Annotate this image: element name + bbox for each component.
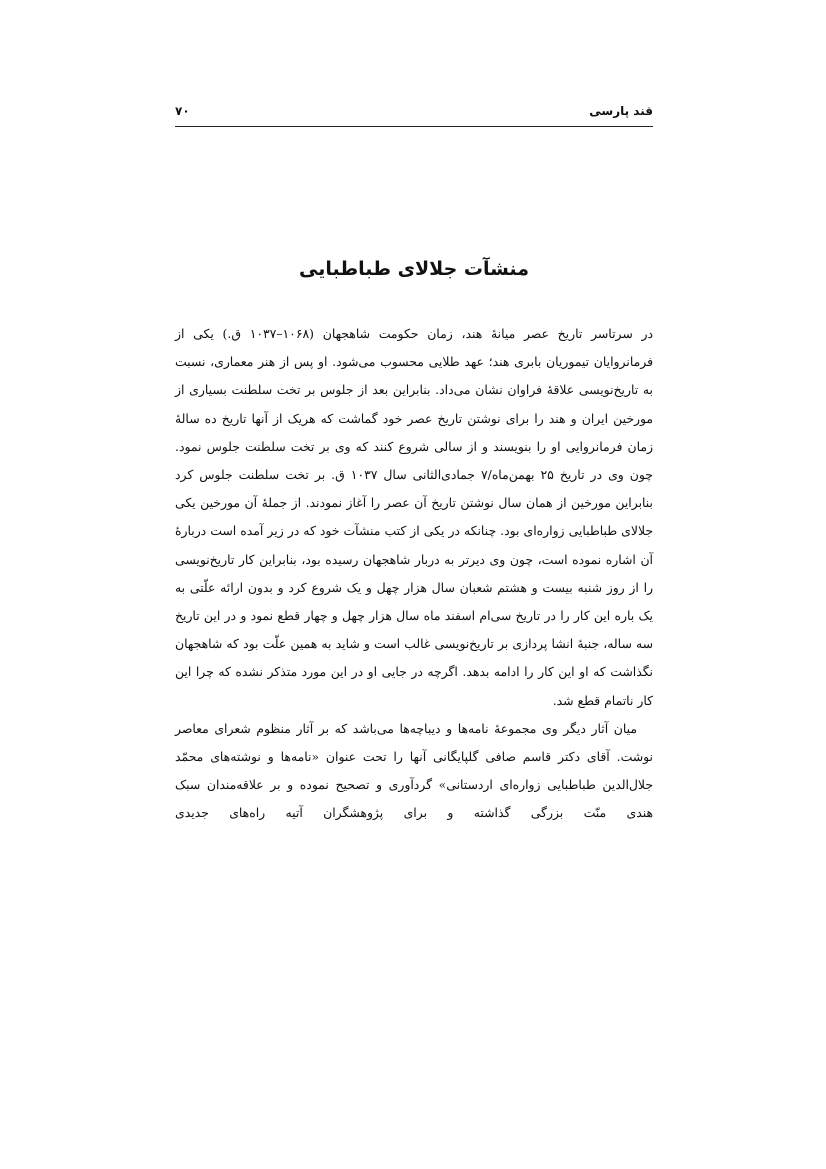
running-title: قند پارسی [589,104,653,118]
paragraph-2: میان آثار دیگر وی مجموعهٔ نامه‌ها و دیباچه‌ها می‌باشد که بر آثار منظوم شعرای معاصر نوشت. آقای دکتر قاسم صافی گلپایگانی آنها را تحت عنوان «نامه‌ها و نوشته‌های محمّد جلال‌الدین طباطبایی زواره‌ای اردستانی» گردآوری و تصحیح نموده و بر علاقه‌مندان سبک هندی منّت بزرگی گذاشته و برای پژوهشگران آتیه راه‌های جدیدی [175,720,653,821]
page-number: ۷۰ [175,104,190,118]
header-rule [175,126,653,127]
paragraph-1: در سرتاسر تاریخ عصر میانهٔ هند، زمان حکومت شاهجهان (۱۰۶۸–۱۰۳۷ ق.) یکی از فرمانروایان تیموریان بابری هند؛ عهد طلایی محسوب می‌شود. او پس از هنر معماری، نسبت به تاریخ‌نویسی علاقهٔ فراوان نشان می‌داد. بنابراین بعد از جلوس بر تخت سلطنت بسیاری از مورخین ایران و هند را برای نوشتن تاریخ عصر خود گماشت که هریک از آنها تاریخ ده سالهٔ زمان فرمانروایی او را بنویسند و از سالی شروع کنند که وی بر تخت سلطنت جلوس نمود. چون وی در تاریخ ۲۵ بهمن‌ماه/۷ جمادی‌الثانی سال ۱۰۳۷ ق. بر تخت سلطنت جلوس کرد بنابراین مورخین از همان سال نوشتن تاریخ آن عصر را آغاز نمودند. از جملهٔ آن مورخین یکی جلالای طباطبایی زواره‌ای بود. چنانکه در یکی از کتب منشآت خود که در زیر آمده است دربارهٔ آن اشاره نموده است، چون وی دیرتر به دربار شاهجهان رسیده بود، بنابراین کار تاریخ‌نویسی را از روز شنبه بیست و هشتم شعبان سال هزار چهل و یک شروع کرد و بدون ارائه علّتی به یک باره این کار را در تاریخ سی‌ام اسفند ماه سال هزار چهل و چهار قطع نمود و در این تاریخ سه ساله، جنبهٔ انشا پردازی بر تاریخ‌نویسی غالب است و شاید به همین علّت بود که شاهجهان نگذاشت که او این کار را ادامه بدهد. اگرچه در جایی او در این مورد متذکر نشده که چرا این کار ناتمام قطع شد. [175,326,653,708]
article-body [175,320,653,828]
article-title: منشآت جلالای طباطبایی [299,258,529,280]
running-header [175,104,653,126]
